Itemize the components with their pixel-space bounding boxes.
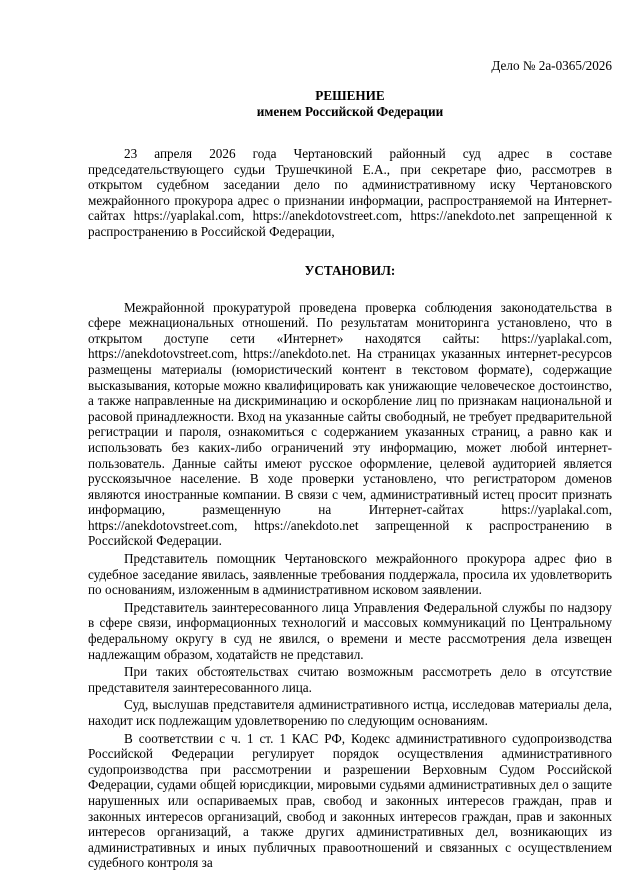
body-paragraph: Суд, выслушав представителя административного истца, исследовав материалы дела, находит иск подлежащим удовлетворению по следующим основаниям. <box>88 697 612 728</box>
document-subtitle: именем Российской Федерации <box>256 104 444 119</box>
body-paragraph: При таких обстоятельствах считаю возможным рассмотреть дело в отсутствие представителя заинтересованного лица. <box>88 664 612 695</box>
body-paragraph: Представитель помощник Чертановского межрайонного прокурора адрес фио в судебное заседание явилась, заявленные требования поддержала, просила их удовлетворить по основаниям, изложенным в административном исковом заявлении. <box>88 551 612 598</box>
body-paragraph: Межрайонной прокуратурой проведена проверка соблюдения законодательства в сфере межнациональных отношений. По результатам мониторинга установлено, что в открытом доступе сети «Интернет» находятся сайты: https://yaplakal.com, https://anekdotovstreet.com, https://anekdoto.net. На страницах указанных интернет-ресурсов размещены материалы (юмористический контент в текстовом формате), содержащие высказывания, которые можно квалифицировать как унижающие человеческое достоинство, а также направленные на дискриминацию и оскорбление лиц по признакам национальной и расовой принадлежности. Вход на указанные сайты свободный, не требует предварительной регистрации и пароля, ознакомиться с содержанием указанных страниц, а равно как и использовать без каких-либо ограничений эту информацию, может любой интернет-пользователь. Данные сайты имеют русское оформление, целевой аудиторией является русскоязычное население. В ходе проверки установлено, что регистратором доменов являются иностранные компании. В связи с чем, административный истец просит признать информацию, размещенную на Интернет-сайтах https://yaplakal.com, https://anekdotovstreet.com, https://anekdoto.net запрещенной к распространению в Российской Федерации. <box>88 299 612 549</box>
body-paragraph: В соответствии с ч. 1 ст. 1 КАС РФ, Кодекс административного судопроизводства Российской Федерации регулирует порядок осуществления административного судопроизводства при рассмотрении и разрешении Верховным Судом Российской Федерации, судами общей юрисдикции, мировыми судьями административных дел о защите нарушенных или оспариваемых прав, свобод и законных интересов граждан, прав и законных интересов организаций, свобод и законных интересов граждан, прав и законных интересов организаций, а также других административных дел, возникающих из административных и иных публичных правоотношений и связанных с осуществлением судебного контроля за <box>88 730 612 871</box>
case-number: Дело № 2а-0365/2026 <box>491 58 612 73</box>
intro-paragraph: 23 апреля 2026 года Чертановский районный суд адрес в составе председательствующего судьи Трушечкиной Е.А., при секретаре фио, рассмотрев в открытом судебном заседании дело по административному иску Чертановского межрайонного прокурора адрес о признании информации, распространяемой на Интернет-сайтах https://yaplakal.com, https://anekdotovstreet.com, https://anekdoto.net запрещенной к распространению в Российской Федерации, <box>88 146 612 239</box>
document-title: РЕШЕНИЕ <box>315 88 385 103</box>
body-paragraph: Представитель заинтересованного лица Управления Федеральной службы по надзору в сфере связи, информационных технологий и массовых коммуникаций по Центральному федеральному округу в суд не явился, о времени и месте рассмотрения дела извещен надлежащим образом, ходатайств не представил. <box>88 599 612 662</box>
section-heading: УСТАНОВИЛ: <box>304 262 396 278</box>
